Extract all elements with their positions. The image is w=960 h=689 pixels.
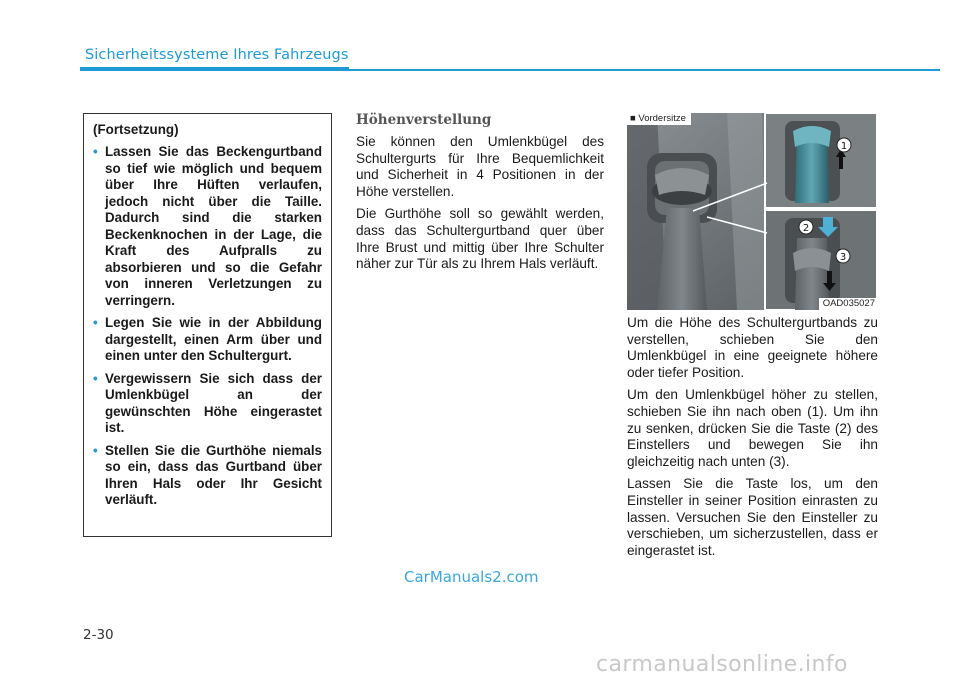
seatbelt-adjuster-illustration — [627, 113, 877, 310]
warning-box-title: (Fortsetzung) — [93, 122, 179, 137]
body-paragraph: Um den Umlenkbügel höher zu stellen, schieben Sie ihn nach oben (1). Um ihn zu senken, drücken Sie die Taste (2) des Einstellers und bewegen Sie ihn gleichzeitig nach unten (3). — [627, 387, 878, 469]
body-paragraph: Sie können den Umlenkbügel des Schultergurts für Ihre Bequemlichkeit und Sicherheit in 4 Positionen in der Höhe verstellen. — [356, 134, 604, 199]
header-rule-thin — [349, 69, 940, 71]
watermark-link[interactable]: CarManuals2.com — [404, 568, 539, 586]
warning-item — [93, 443, 322, 509]
bullet-icon: • — [93, 442, 98, 458]
body-paragraph: Um die Höhe des Schultergurtbands zu verstellen, schieben Sie den Umlenkbügel in eine geeignete höhere oder tiefer Position. — [627, 315, 878, 380]
warning-item — [93, 315, 322, 365]
callout-2: 2 — [802, 223, 810, 234]
watermark-footer: carmanualsonline.info — [596, 652, 848, 677]
bullet-icon: • — [93, 370, 98, 386]
header-rule-thick — [80, 67, 349, 71]
warning-item — [93, 144, 322, 309]
figure-code: OAD035027 — [819, 298, 877, 310]
warning-item — [93, 371, 322, 437]
seatbelt-illustration-graphic — [627, 113, 877, 310]
warning-box — [83, 113, 332, 537]
warning-item-text: Lassen Sie das Beckengurtband so tief wie möglich und bequem über Ihre Hüften verlaufen, jedoch nicht über die Taille. Dadurch sind die starken Beckenknochen in der Lage, die Kraft des Aufpralls zu absorbieren und so die Gefahr von inneren Verletzungen zu verringern. — [105, 144, 322, 308]
warning-item-text: Stellen Sie die Gurthöhe niemals so ein, dass das Gurtband über Ihren Hals oder Ihr Gesicht verläuft. — [105, 442, 322, 507]
warning-item-text: Legen Sie wie in der Abbildung dargestellt, einen Arm über und einen unter den Schultergurt. — [105, 315, 322, 363]
callout-1: 1 — [840, 141, 848, 152]
warning-list — [93, 144, 322, 509]
callout-3: 3 — [839, 252, 847, 263]
middle-column — [356, 111, 604, 279]
right-column — [627, 315, 878, 565]
warning-item-text: Vergewissern Sie sich dass der Umlenkbügel an der gewünschten Höhe eingerastet ist. — [105, 370, 322, 435]
page-number: 2-30 — [83, 627, 114, 643]
body-paragraph: Die Gurthöhe soll so gewählt werden, dass das Schultergurtband quer über Ihre Brust und mittig über Ihre Schulter näher zur Tür als zu Ihrem Hals verläuft. — [356, 206, 604, 272]
bullet-icon: • — [93, 144, 98, 159]
section-heading: Höhenverstellung — [356, 112, 492, 128]
body-paragraph: Lassen Sie die Taste los, um den Einsteller in seiner Position einrasten zu lassen. Versuchen Sie den Einsteller zu verschieben, um sicherzustellen, dass er eingerastet ist. — [627, 476, 878, 558]
section-header-title: Sicherheitssysteme Ihres Fahrzeugs — [85, 47, 349, 63]
figure-label: ■ Vordersitze — [627, 113, 691, 125]
bullet-icon: • — [93, 315, 98, 330]
